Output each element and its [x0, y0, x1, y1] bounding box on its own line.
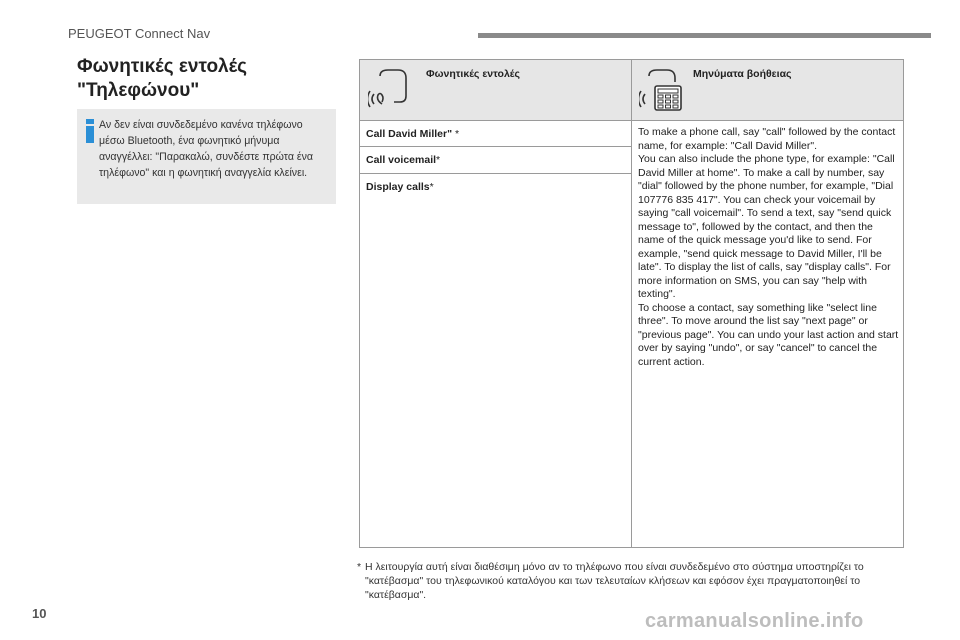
column-header-help: Μηνύματα βοήθειας: [693, 68, 792, 80]
info-box: [77, 109, 336, 204]
manual-header-title: PEUGEOT Connect Nav: [68, 26, 211, 41]
help-message-text: To make a phone call, say "call" followed by the contact name, for example: "Call David Miller". You can also include the phone type, for example: "Call David Miller at home". To make a call by number, say "dial" followed by the phone number, for example, "Dial 107776 835 417". You can check your voicemail by saying "call voicemail". To send a text, say "send quick message to", followed by the contact, and then the name of the quick message you'd like to send. For example, "send quick message to David Miller, I'll be late". To display the list of calls, say "display calls". For more information on SMS, you can say "help with texting". To choose a contact, say something like "select line three". To move around the list say "next page" or "previous page". You can undo your last action and start over by saying "undo", or say "cancel" to cancel the current action.: [638, 126, 899, 368]
watermark: carmanualsonline.info: [645, 610, 864, 632]
voice-command-icon: [368, 68, 408, 110]
voice-commands-table: [359, 59, 904, 548]
section-heading: Φωνητικές εντολές "Τηλεφώνου": [77, 56, 248, 101]
command-item: Call voicemail*: [366, 154, 441, 166]
column-header-commands: Φωνητικές εντολές: [426, 68, 520, 80]
command-item: Call David Miller" *: [366, 128, 460, 140]
page-number: 10: [32, 606, 47, 621]
info-text: Αν δεν είναι συνδεδεμένο κανένα τηλέφωνο μέσω Bluetooth, ένα φωνητικό μήνυμα αναγγέλλει: "Παρακαλώ, συνδέστε πρώτα ένα τηλέφωνο" και η φωνητική αναγγελία κλείνει.: [99, 119, 314, 179]
header-divider-bar: [478, 33, 931, 38]
voice-help-keypad-icon: [639, 68, 683, 112]
footnote-text: Η λειτουργία αυτή είναι διαθέσιμη μόνο αν το τηλέφωνο που είναι συνδεδεμένο στο σύστημα υποστηρίζει το "κατέβασμα" του τηλεφωνικού καταλόγου και των τελευταίων κλήσεων και εφόσον έχει πραγματοποιηθεί το "κατέβασμα".: [365, 561, 864, 601]
row-divider: [360, 146, 631, 147]
column-divider: [631, 60, 632, 547]
row-divider: [360, 173, 631, 174]
info-icon: [85, 119, 95, 143]
footnote: [357, 560, 910, 602]
footnote-marker: *: [357, 561, 362, 573]
command-item: Display calls*: [366, 181, 434, 193]
